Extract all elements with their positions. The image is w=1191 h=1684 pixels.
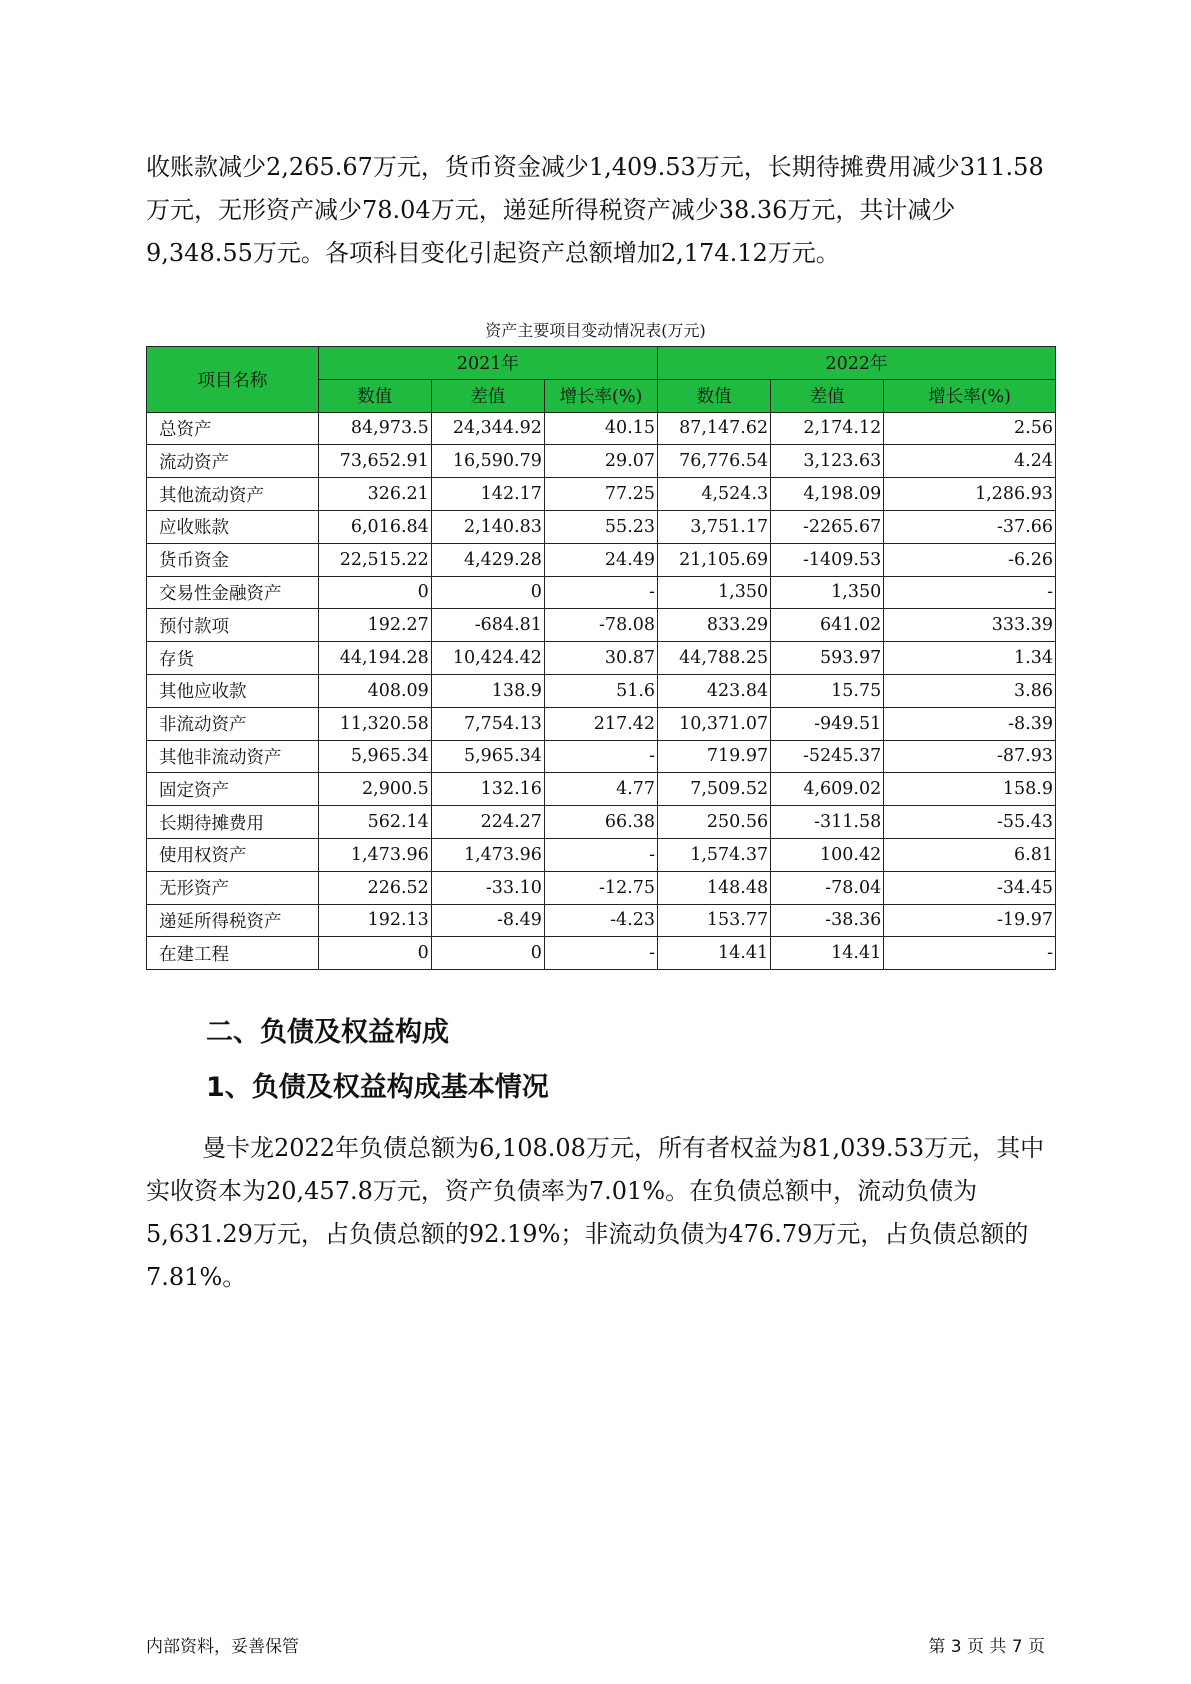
table-cell: 153.77 — [658, 904, 771, 937]
header-diff-2021: 差值 — [431, 379, 544, 412]
table-cell: 6.81 — [884, 838, 1056, 871]
footer-page-number: 第 3 页 共 7 页 — [928, 1637, 1045, 1657]
table-cell: 4,429.28 — [431, 543, 544, 576]
table-row — [147, 904, 1056, 937]
table-row — [147, 445, 1056, 478]
table-cell: 224.27 — [431, 806, 544, 839]
table-cell: 2,140.83 — [431, 510, 544, 543]
table-cell: 0 — [318, 937, 431, 970]
table-cell: 192.13 — [318, 904, 431, 937]
row-label: 货币资金 — [147, 543, 319, 576]
table-cell: -19.97 — [884, 904, 1056, 937]
table-cell: -4.23 — [544, 904, 657, 937]
table-cell: 84,973.5 — [318, 412, 431, 445]
table-cell: 29.07 — [544, 445, 657, 478]
row-label: 固定资产 — [147, 773, 319, 806]
table-cell: 16,590.79 — [431, 445, 544, 478]
table-cell: -949.51 — [771, 707, 884, 740]
table-cell: 10,424.42 — [431, 642, 544, 675]
table-cell: -34.45 — [884, 871, 1056, 904]
table-cell: - — [544, 838, 657, 871]
table-cell: 0 — [431, 576, 544, 609]
row-label: 应收账款 — [147, 510, 319, 543]
table-cell: -311.58 — [771, 806, 884, 839]
table-cell: 2,174.12 — [771, 412, 884, 445]
header-diff-2022: 差值 — [771, 379, 884, 412]
table-cell: 6,016.84 — [318, 510, 431, 543]
table-cell: 408.09 — [318, 674, 431, 707]
intro-paragraph: 收账款减少2,265.67万元，货币资金减少1,409.53万元，长期待摊费用减少311.58万元，无形资产减少78.04万元，递延所得税资产减少38.36万元，共计减少9,348.55万元。各项科目变化引起资产总额增加2,174.12万元。 — [146, 153, 1044, 267]
table-body — [147, 412, 1056, 970]
table-cell: - — [544, 937, 657, 970]
table-cell: -8.39 — [884, 707, 1056, 740]
table-cell: 142.17 — [431, 478, 544, 511]
table-caption: 资产主要项目变动情况表(万元) — [485, 321, 706, 340]
table-cell: 0 — [318, 576, 431, 609]
table-cell: 73,652.91 — [318, 445, 431, 478]
table-cell: 217.42 — [544, 707, 657, 740]
table-cell: -55.43 — [884, 806, 1056, 839]
row-label: 非流动资产 — [147, 707, 319, 740]
table-cell: 1,574.37 — [658, 838, 771, 871]
table-cell: -8.49 — [431, 904, 544, 937]
table-cell: - — [544, 740, 657, 773]
footer-confidential-note: 内部资料，妥善保管 — [146, 1637, 299, 1657]
table-cell: 11,320.58 — [318, 707, 431, 740]
table-cell: -87.93 — [884, 740, 1056, 773]
table-cell: 641.02 — [771, 609, 884, 642]
table-cell: -38.36 — [771, 904, 884, 937]
header-year-2021: 2021年 — [318, 347, 657, 380]
table-row — [147, 707, 1056, 740]
table-row — [147, 674, 1056, 707]
table-cell: 2,900.5 — [318, 773, 431, 806]
table-cell: -5245.37 — [771, 740, 884, 773]
table-row — [147, 576, 1056, 609]
table-cell: 1,473.96 — [318, 838, 431, 871]
table-cell: 7,754.13 — [431, 707, 544, 740]
row-label: 交易性金融资产 — [147, 576, 319, 609]
table-cell: 4,198.09 — [771, 478, 884, 511]
table-row — [147, 609, 1056, 642]
header-item-name: 项目名称 — [147, 347, 319, 413]
table-cell: 3,123.63 — [771, 445, 884, 478]
table-cell: 833.29 — [658, 609, 771, 642]
table-cell: -78.04 — [771, 871, 884, 904]
table-cell: 138.9 — [431, 674, 544, 707]
table-cell: 148.48 — [658, 871, 771, 904]
table-cell: 4.24 — [884, 445, 1056, 478]
table-cell: 0 — [431, 937, 544, 970]
row-label: 总资产 — [147, 412, 319, 445]
table-cell: -78.08 — [544, 609, 657, 642]
table-cell: -6.26 — [884, 543, 1056, 576]
table-cell: 24,344.92 — [431, 412, 544, 445]
table-cell: 24.49 — [544, 543, 657, 576]
table-cell: 158.9 — [884, 773, 1056, 806]
row-label: 长期待摊费用 — [147, 806, 319, 839]
table-cell: 333.39 — [884, 609, 1056, 642]
table-cell: 132.16 — [431, 773, 544, 806]
table-cell: 87,147.62 — [658, 412, 771, 445]
table-cell: 30.87 — [544, 642, 657, 675]
row-label: 其他应收款 — [147, 674, 319, 707]
header-value-2022: 数值 — [658, 379, 771, 412]
table-cell: - — [884, 937, 1056, 970]
table-cell: 1,350 — [658, 576, 771, 609]
table-cell: 14.41 — [658, 937, 771, 970]
table-cell: 4.77 — [544, 773, 657, 806]
table-row — [147, 773, 1056, 806]
table-row — [147, 937, 1056, 970]
header-value-2021: 数值 — [318, 379, 431, 412]
table-row — [147, 642, 1056, 675]
table-cell: 2.56 — [884, 412, 1056, 445]
table-cell: 77.25 — [544, 478, 657, 511]
table-cell: 21,105.69 — [658, 543, 771, 576]
table-cell: 10,371.07 — [658, 707, 771, 740]
table-cell: 44,788.25 — [658, 642, 771, 675]
table-cell: 3,751.17 — [658, 510, 771, 543]
table-cell: 14.41 — [771, 937, 884, 970]
table-cell: 1,473.96 — [431, 838, 544, 871]
table-cell: 5,965.34 — [318, 740, 431, 773]
table-cell: 66.38 — [544, 806, 657, 839]
table-cell: - — [544, 576, 657, 609]
table-cell: 719.97 — [658, 740, 771, 773]
table-cell: 100.42 — [771, 838, 884, 871]
table-cell: 250.56 — [658, 806, 771, 839]
table-cell: 192.27 — [318, 609, 431, 642]
table-row — [147, 871, 1056, 904]
table-cell: 4,609.02 — [771, 773, 884, 806]
table-row — [147, 510, 1056, 543]
liabilities-paragraph: 曼卡龙2022年负债总额为6,108.08万元，所有者权益为81,039.53万元，其中实收资本为20,457.8万元，资产负债率为7.01%。在负债总额中，流动负债为5,631.29万元，占负债总额的92.19%；非流动负债为476.79万元，占负债总额的7.81%。 — [146, 1134, 1045, 1291]
table-cell: 51.6 — [544, 674, 657, 707]
row-label: 存货 — [147, 642, 319, 675]
header-year-2022: 2022年 — [658, 347, 1056, 380]
table-cell: 15.75 — [771, 674, 884, 707]
row-label: 其他流动资产 — [147, 478, 319, 511]
table-cell: -12.75 — [544, 871, 657, 904]
subsection-heading: 1、负债及权益构成基本情况 — [206, 1072, 549, 1103]
table-row — [147, 740, 1056, 773]
table-row — [147, 838, 1056, 871]
table-row — [147, 412, 1056, 445]
table-cell: -33.10 — [431, 871, 544, 904]
table-row — [147, 478, 1056, 511]
row-label: 其他非流动资产 — [147, 740, 319, 773]
row-label: 预付款项 — [147, 609, 319, 642]
section-heading: 二、负债及权益构成 — [206, 1017, 449, 1048]
row-label: 流动资产 — [147, 445, 319, 478]
table-cell: -37.66 — [884, 510, 1056, 543]
table-cell: 562.14 — [318, 806, 431, 839]
table-cell: 1.34 — [884, 642, 1056, 675]
table-cell: 55.23 — [544, 510, 657, 543]
row-label: 递延所得税资产 — [147, 904, 319, 937]
row-label: 在建工程 — [147, 937, 319, 970]
table-cell: 326.21 — [318, 478, 431, 511]
table-cell: 4,524.3 — [658, 478, 771, 511]
table-cell: 7,509.52 — [658, 773, 771, 806]
table-row — [147, 806, 1056, 839]
table-cell: 226.52 — [318, 871, 431, 904]
row-label: 无形资产 — [147, 871, 319, 904]
table-cell: 3.86 — [884, 674, 1056, 707]
table-cell: -1409.53 — [771, 543, 884, 576]
header-growth-2021: 增长率(%) — [544, 379, 657, 412]
header-growth-2022: 增长率(%) — [884, 379, 1056, 412]
table-cell: 44,194.28 — [318, 642, 431, 675]
table-cell: 22,515.22 — [318, 543, 431, 576]
table-cell: -684.81 — [431, 609, 544, 642]
table-row — [147, 543, 1056, 576]
table-cell: 5,965.34 — [431, 740, 544, 773]
table-cell: 1,286.93 — [884, 478, 1056, 511]
table-cell: -2265.67 — [771, 510, 884, 543]
table-cell: 40.15 — [544, 412, 657, 445]
table-cell: 423.84 — [658, 674, 771, 707]
table-cell: 593.97 — [771, 642, 884, 675]
table-cell: 1,350 — [771, 576, 884, 609]
table-cell: - — [884, 576, 1056, 609]
table-cell: 76,776.54 — [658, 445, 771, 478]
row-label: 使用权资产 — [147, 838, 319, 871]
asset-changes-table — [146, 346, 1056, 970]
